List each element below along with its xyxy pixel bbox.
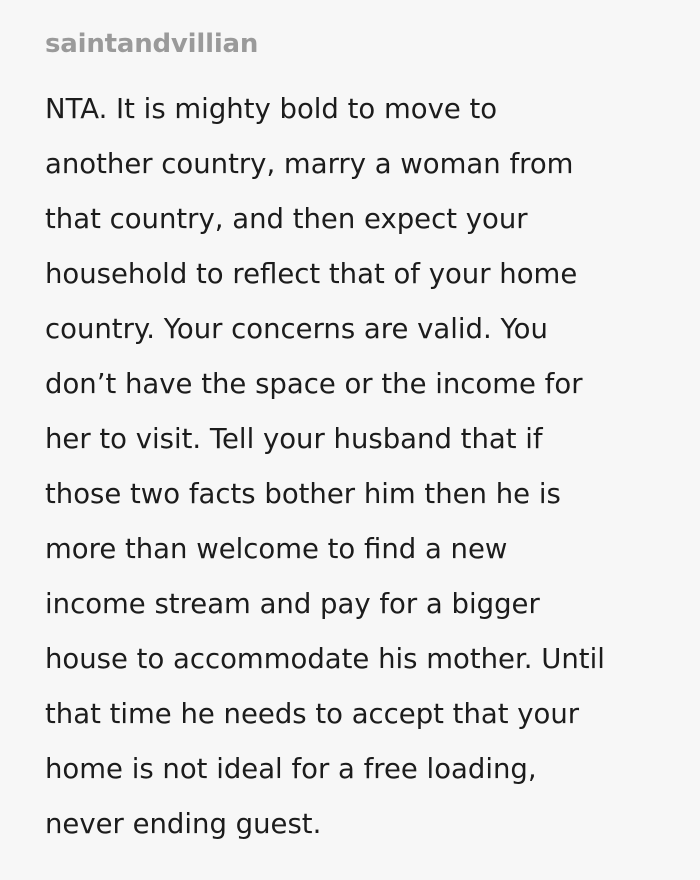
comment-line: house to accommodate his mother. Until [45, 643, 605, 675]
comment-line: NTA. It is mighty bold to move to [45, 93, 498, 125]
comment-line: those two facts bother him then he is [45, 478, 561, 510]
comment-line: home is not ideal for a free loading, [45, 753, 537, 785]
comment-line: never ending guest. [45, 808, 322, 840]
comment-line: don’t have the space or the income for [45, 368, 583, 400]
comment-card [45, 22, 670, 852]
comment-line: that time he needs to accept that your [45, 698, 580, 730]
comment-line: her to visit. Tell your husband that if [45, 423, 543, 455]
comment-line: more than welcome to find a new [45, 533, 508, 565]
comment-line: household to reflect that of your home [45, 258, 578, 290]
comment-username[interactable]: saintandvillian [45, 29, 259, 59]
comment-line: that country, and then expect your [45, 203, 528, 235]
comment-line: income stream and pay for a bigger [45, 588, 540, 620]
comment-line: another country, marry a woman from [45, 148, 574, 180]
comment-line: country. Your concerns are valid. You [45, 313, 548, 345]
comment-body [45, 82, 670, 852]
